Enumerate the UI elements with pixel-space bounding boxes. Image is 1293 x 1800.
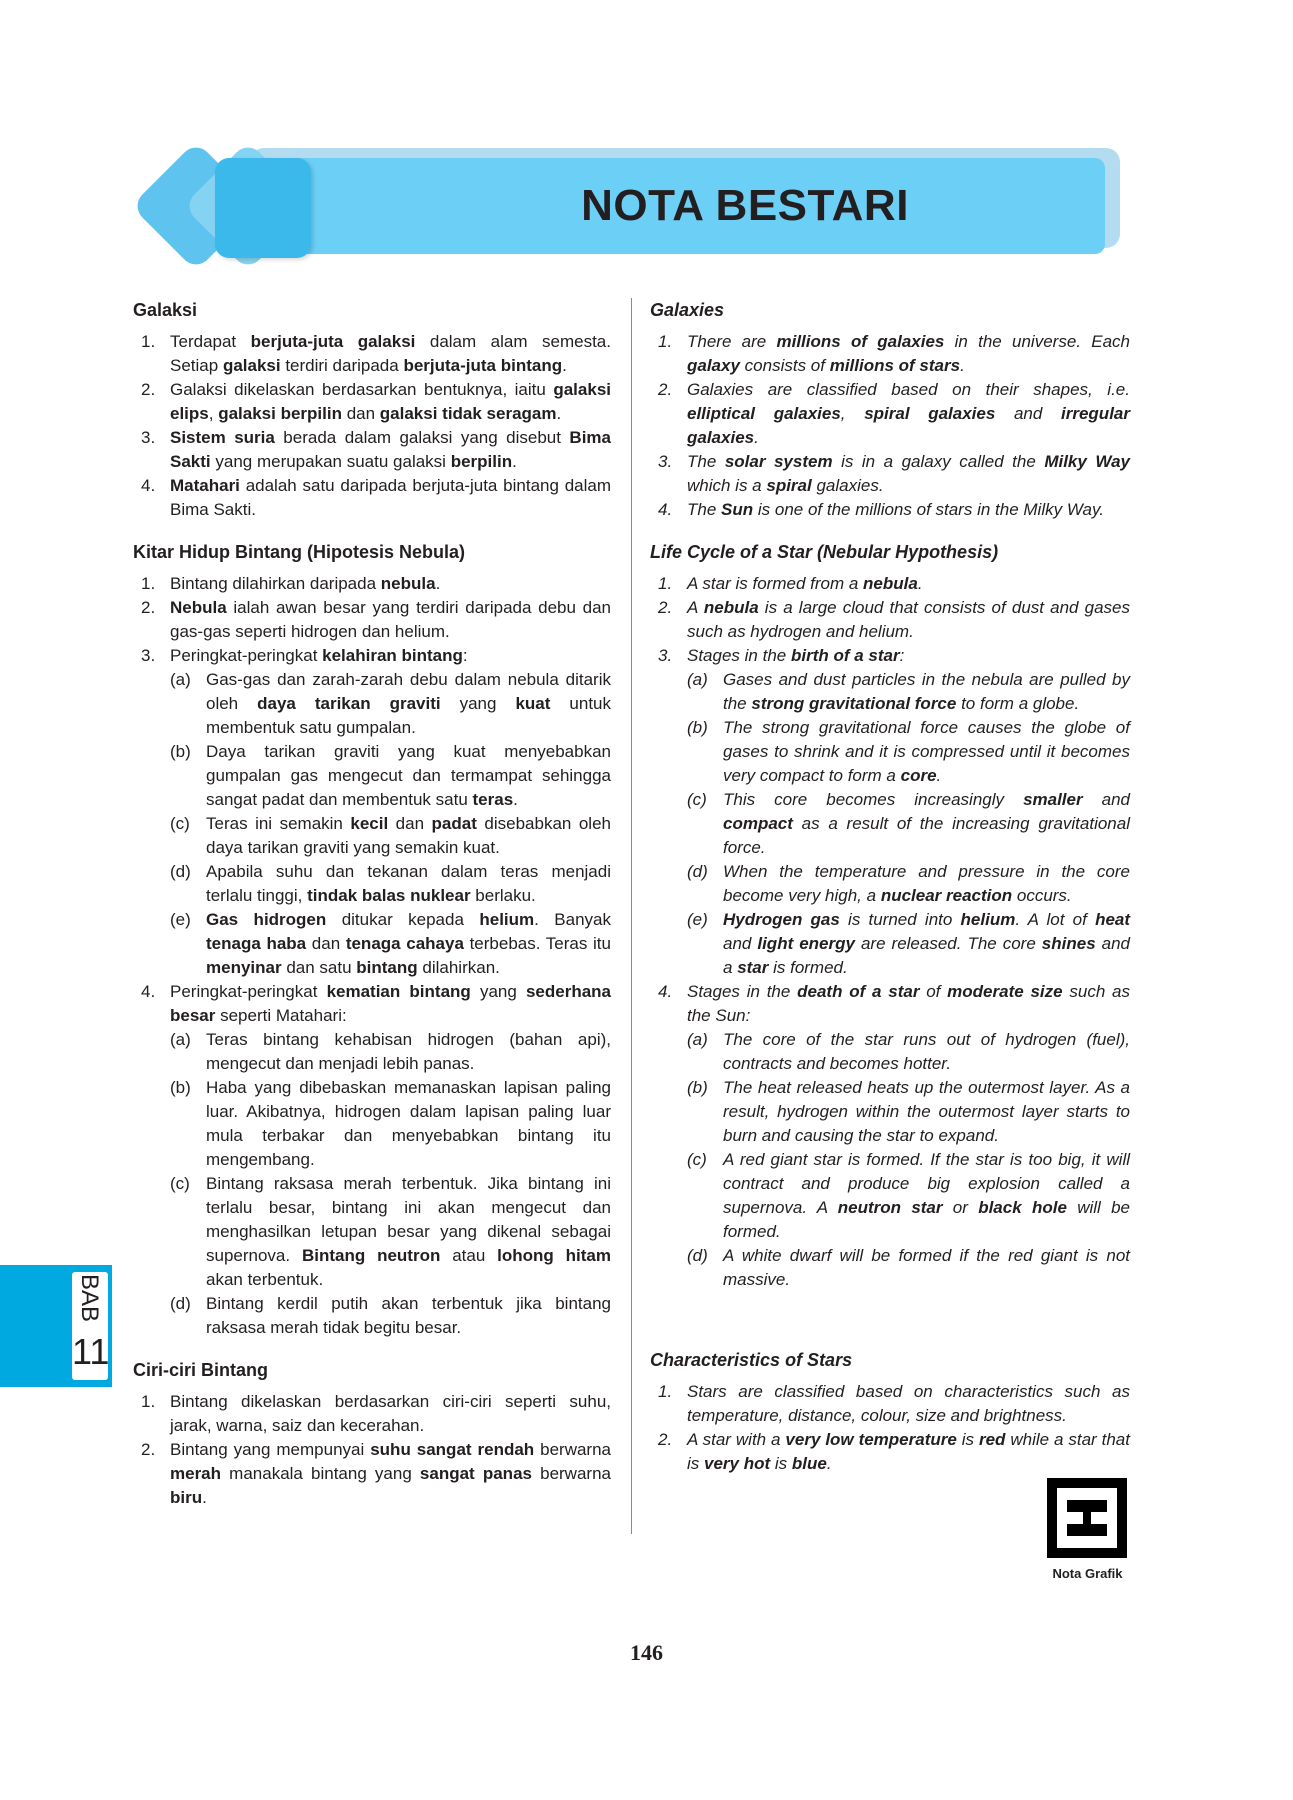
qr-code-icon[interactable] — [1047, 1478, 1127, 1558]
list-item: 4. The Sun is one of the millions of stars in the Milky Way. — [658, 500, 1104, 519]
english-column — [650, 298, 1130, 1494]
section-life-cycle — [650, 540, 1130, 1292]
chapter-label: BAB — [76, 1273, 103, 1323]
section-heading: Characteristics of Stars — [650, 1350, 853, 1370]
list-item: 4. Peringkat-peringkat kematian bintang yang sederhana besar seperti Matahari: (a) Teras bintang kehabisan hidrogen (bahan api), mengecut dan menjadi lebih panas. (b) Haba yang dibebaskan memanaskan lapisan paling luar. Akibatnya, hidrogen dalam lapisan paling luar mula terbakar dan menyebabkan bintang itu mengembang. (c) Bintang raksasa merah terbentuk. Jika bintang ini terlalu besar, bintang ini akan mengecut dan menghasilkan letupan besar yang dikenal sebagai supernova. Bintang neutron atau lohong hitam akan terbentuk. (d) Bintang kerdil putih akan terbentuk jika bintang raksasa merah tidak begitu besar. — [133, 980, 611, 1340]
list-item: 4. Stages in the death of a star of moderate size such as the Sun: (a) The core of the star runs out of hydrogen (fuel), contracts and becomes hotter. (b) The heat released heats up the outermost layer. As a result, hydrogen within the outermost layer starts to burn and causing the star to expand. (c) A red giant star is formed. If the star is too big, it will contract and produce big explosion called a supernova. A neutron star or black hole will be formed. (d) A white dwarf will be formed if the red giant is not massive. — [650, 980, 1130, 1292]
sub-list-item: (e) Hydrogen gas is turned into helium. A lot of heat and light energy are released. The core shines and a star is formed. — [687, 910, 1131, 977]
section-heading: Kitar Hidup Bintang (Hipotesis Nebula) — [133, 542, 466, 562]
section-kitar-hidup — [133, 540, 611, 1340]
page-title: NOTA BESTARI — [581, 181, 909, 230]
column-divider — [631, 298, 632, 1534]
section-heading: Galaxies — [650, 300, 725, 320]
list-item: 3. Peringkat-peringkat kelahiran bintang: (a) Gas-gas dan zarah-zarah debu dalam nebula ditarik oleh daya tarikan graviti yang kuat untuk membentuk satu gumpalan. (b) Daya tarikan graviti yang kuat menyebabkan gumpalan gas mengecut dan termampat sehingga sangat padat dan membentuk satu teras. (c) Teras ini semakin kecil dan padat disebabkan oleh daya tarikan graviti yang semakin kuat. (d) Apabila suhu dan tekanan dalam teras menjadi terlalu tinggi, tindak balas nuklear berlaku. (e) Gas hidrogen ditukar kepada helium. Banyak tenaga haba dan tenaga cahaya terbebas. Teras itu menyinar dan satu bintang dilahirkan. — [133, 644, 611, 980]
list-item: 2. Bintang yang mempunyai suhu sangat rendah berwarna merah manakala bintang yang sangat panas berwarna biru. — [141, 1440, 611, 1507]
section-characteristics — [650, 1348, 1130, 1476]
sub-list-item: (b) The heat released heats up the outermost layer. As a result, hydrogen within the outermost layer starts to burn and causing the star to expand. — [687, 1078, 1130, 1145]
list-item: 2. A star with a very low temperature is red while a star that is very hot is blue. — [658, 1430, 1130, 1473]
page-number: 146 — [630, 1640, 663, 1665]
section-heading: Galaksi — [133, 300, 198, 320]
section-ciri-ciri — [133, 1358, 611, 1510]
list-item: 1. Stars are classified based on characteristics such as temperature, distance, colour, size and brightness. — [658, 1382, 1130, 1425]
section-galaksi — [133, 298, 611, 522]
list-item: 1. A star is formed from a nebula. — [658, 574, 923, 593]
list-item: 2. A nebula is a large cloud that consists of dust and gases such as hydrogen and helium. — [658, 598, 1130, 641]
list-item: 1. There are millions of galaxies in the universe. Each galaxy consists of millions of stars. — [658, 332, 1130, 375]
list-item: 4. Matahari adalah satu daripada berjuta-juta bintang dalam Bima Sakti. — [141, 476, 611, 519]
section-galaxies — [650, 298, 1130, 522]
list-item: 2. Galaxies are classified based on their shapes, i.e. elliptical galaxies, spiral galaxies and irregular galaxies. — [658, 380, 1130, 447]
sub-list-item: (b) Daya tarikan graviti yang kuat menyebabkan gumpalan gas mengecut dan termampat sehingga sangat padat dan membentuk satu teras. — [170, 742, 611, 809]
sub-list-item: (d) Apabila suhu dan tekanan dalam teras menjadi terlalu tinggi, tindak balas nuklear berlaku. — [170, 862, 611, 905]
sub-list-item: (b) The strong gravitational force causes the globe of gases to shrink and it is compressed until it becomes very compact to form a core. — [687, 718, 1130, 785]
list-item: 2. Galaksi dikelaskan berdasarkan bentuknya, iaitu galaksi elips, galaksi berpilin dan galaksi tidak seragam. — [141, 380, 611, 423]
list-item: 3. The solar system is in a galaxy called the Milky Way which is a spiral galaxies. — [658, 452, 1130, 495]
section-heading: Life Cycle of a Star (Nebular Hypothesis) — [650, 542, 999, 562]
sub-list-item: (b) Haba yang dibebaskan memanaskan lapisan paling luar. Akibatnya, hidrogen dalam lapisan paling luar mula terbakar dan menyebabkan bintang itu mengembang. — [170, 1078, 611, 1169]
sub-list-item: (a) Teras bintang kehabisan hidrogen (bahan api), mengecut dan menjadi lebih panas. — [170, 1030, 611, 1073]
sub-list-item: (d) When the temperature and pressure in the core become very high, a nuclear reaction occurs. — [687, 862, 1130, 905]
malay-column — [133, 298, 611, 1528]
chapter-number: 11 — [72, 1331, 110, 1372]
sub-list-item: (a) Gas-gas dan zarah-zarah debu dalam nebula ditarik oleh daya tarikan graviti yang kuat untuk membentuk satu gumpalan. — [170, 670, 611, 737]
sub-list-item: (c) Teras ini semakin kecil dan padat disebabkan oleh daya tarikan graviti yang semakin kuat. — [170, 814, 611, 857]
list-item: 3. Sistem suria berada dalam galaksi yang disebut Bima Sakti yang merupakan suatu galaksi berpilin. — [141, 428, 611, 471]
sub-list-item: (c) A red giant star is formed. If the star is too big, it will contract and produce big explosion called a supernova. A neutron star or black hole will be formed. — [687, 1150, 1130, 1241]
list-item: 1. Bintang dikelaskan berdasarkan ciri-ciri seperti suhu, jarak, warna, saiz dan kecerahan. — [141, 1392, 611, 1435]
sub-list-item: (c) This core becomes increasingly smaller and compact as a result of the increasing gravitational force. — [687, 790, 1131, 857]
sub-list-item: (c) Bintang raksasa merah terbentuk. Jika bintang ini terlalu besar, bintang ini akan mengecut dan menghasilkan letupan besar yang dikenal sebagai supernova. Bintang neutron atau lohong hitam akan terbentuk. — [170, 1174, 611, 1289]
sub-list-item: (e) Gas hidrogen ditukar kepada helium. Banyak tenaga haba dan tenaga cahaya terbebas. Teras itu menyinar dan satu bintang dilahirkan. — [170, 910, 612, 977]
sub-list-item: (d) A white dwarf will be formed if the red giant is not massive. — [687, 1246, 1130, 1289]
header-banner — [130, 140, 1130, 270]
sub-list-item: (a) The core of the star runs out of hydrogen (fuel), contracts and becomes hotter. — [687, 1030, 1130, 1073]
qr-caption: Nota Grafik — [1052, 1566, 1123, 1581]
list-item: 1. Bintang dilahirkan daripada nebula. — [141, 574, 441, 593]
sub-list-item: (d) Bintang kerdil putih akan terbentuk jika bintang raksasa merah tidak begitu besar. — [170, 1294, 611, 1337]
section-heading: Ciri-ciri Bintang — [133, 1360, 269, 1380]
sub-list-item: (a) Gases and dust particles in the nebula are pulled by the strong gravitational force to form a globe. — [687, 670, 1130, 713]
list-item: 1. Terdapat berjuta-juta galaksi dalam alam semesta. Setiap galaksi terdiri daripada berjuta-juta bintang. — [141, 332, 611, 375]
list-item: 2. Nebula ialah awan besar yang terdiri daripada debu dan gas-gas seperti hidrogen dan helium. — [141, 598, 611, 641]
list-item: 3. Stages in the birth of a star: (a) Gases and dust particles in the nebula are pulled by the strong gravitational force to form a globe. (b) The strong gravitational force causes the globe of gases to shrink and it is compressed until it becomes very compact to form a core. (c) This core becomes increasingly smaller and compact as a result of the increasing gravitational force. (d) When the temperature and pressure in the core become very high, a nuclear reaction occurs. (e) Hydrogen gas is turned into helium. A lot of heat and light energy are released. The core shines and a star is formed. — [650, 644, 1130, 980]
